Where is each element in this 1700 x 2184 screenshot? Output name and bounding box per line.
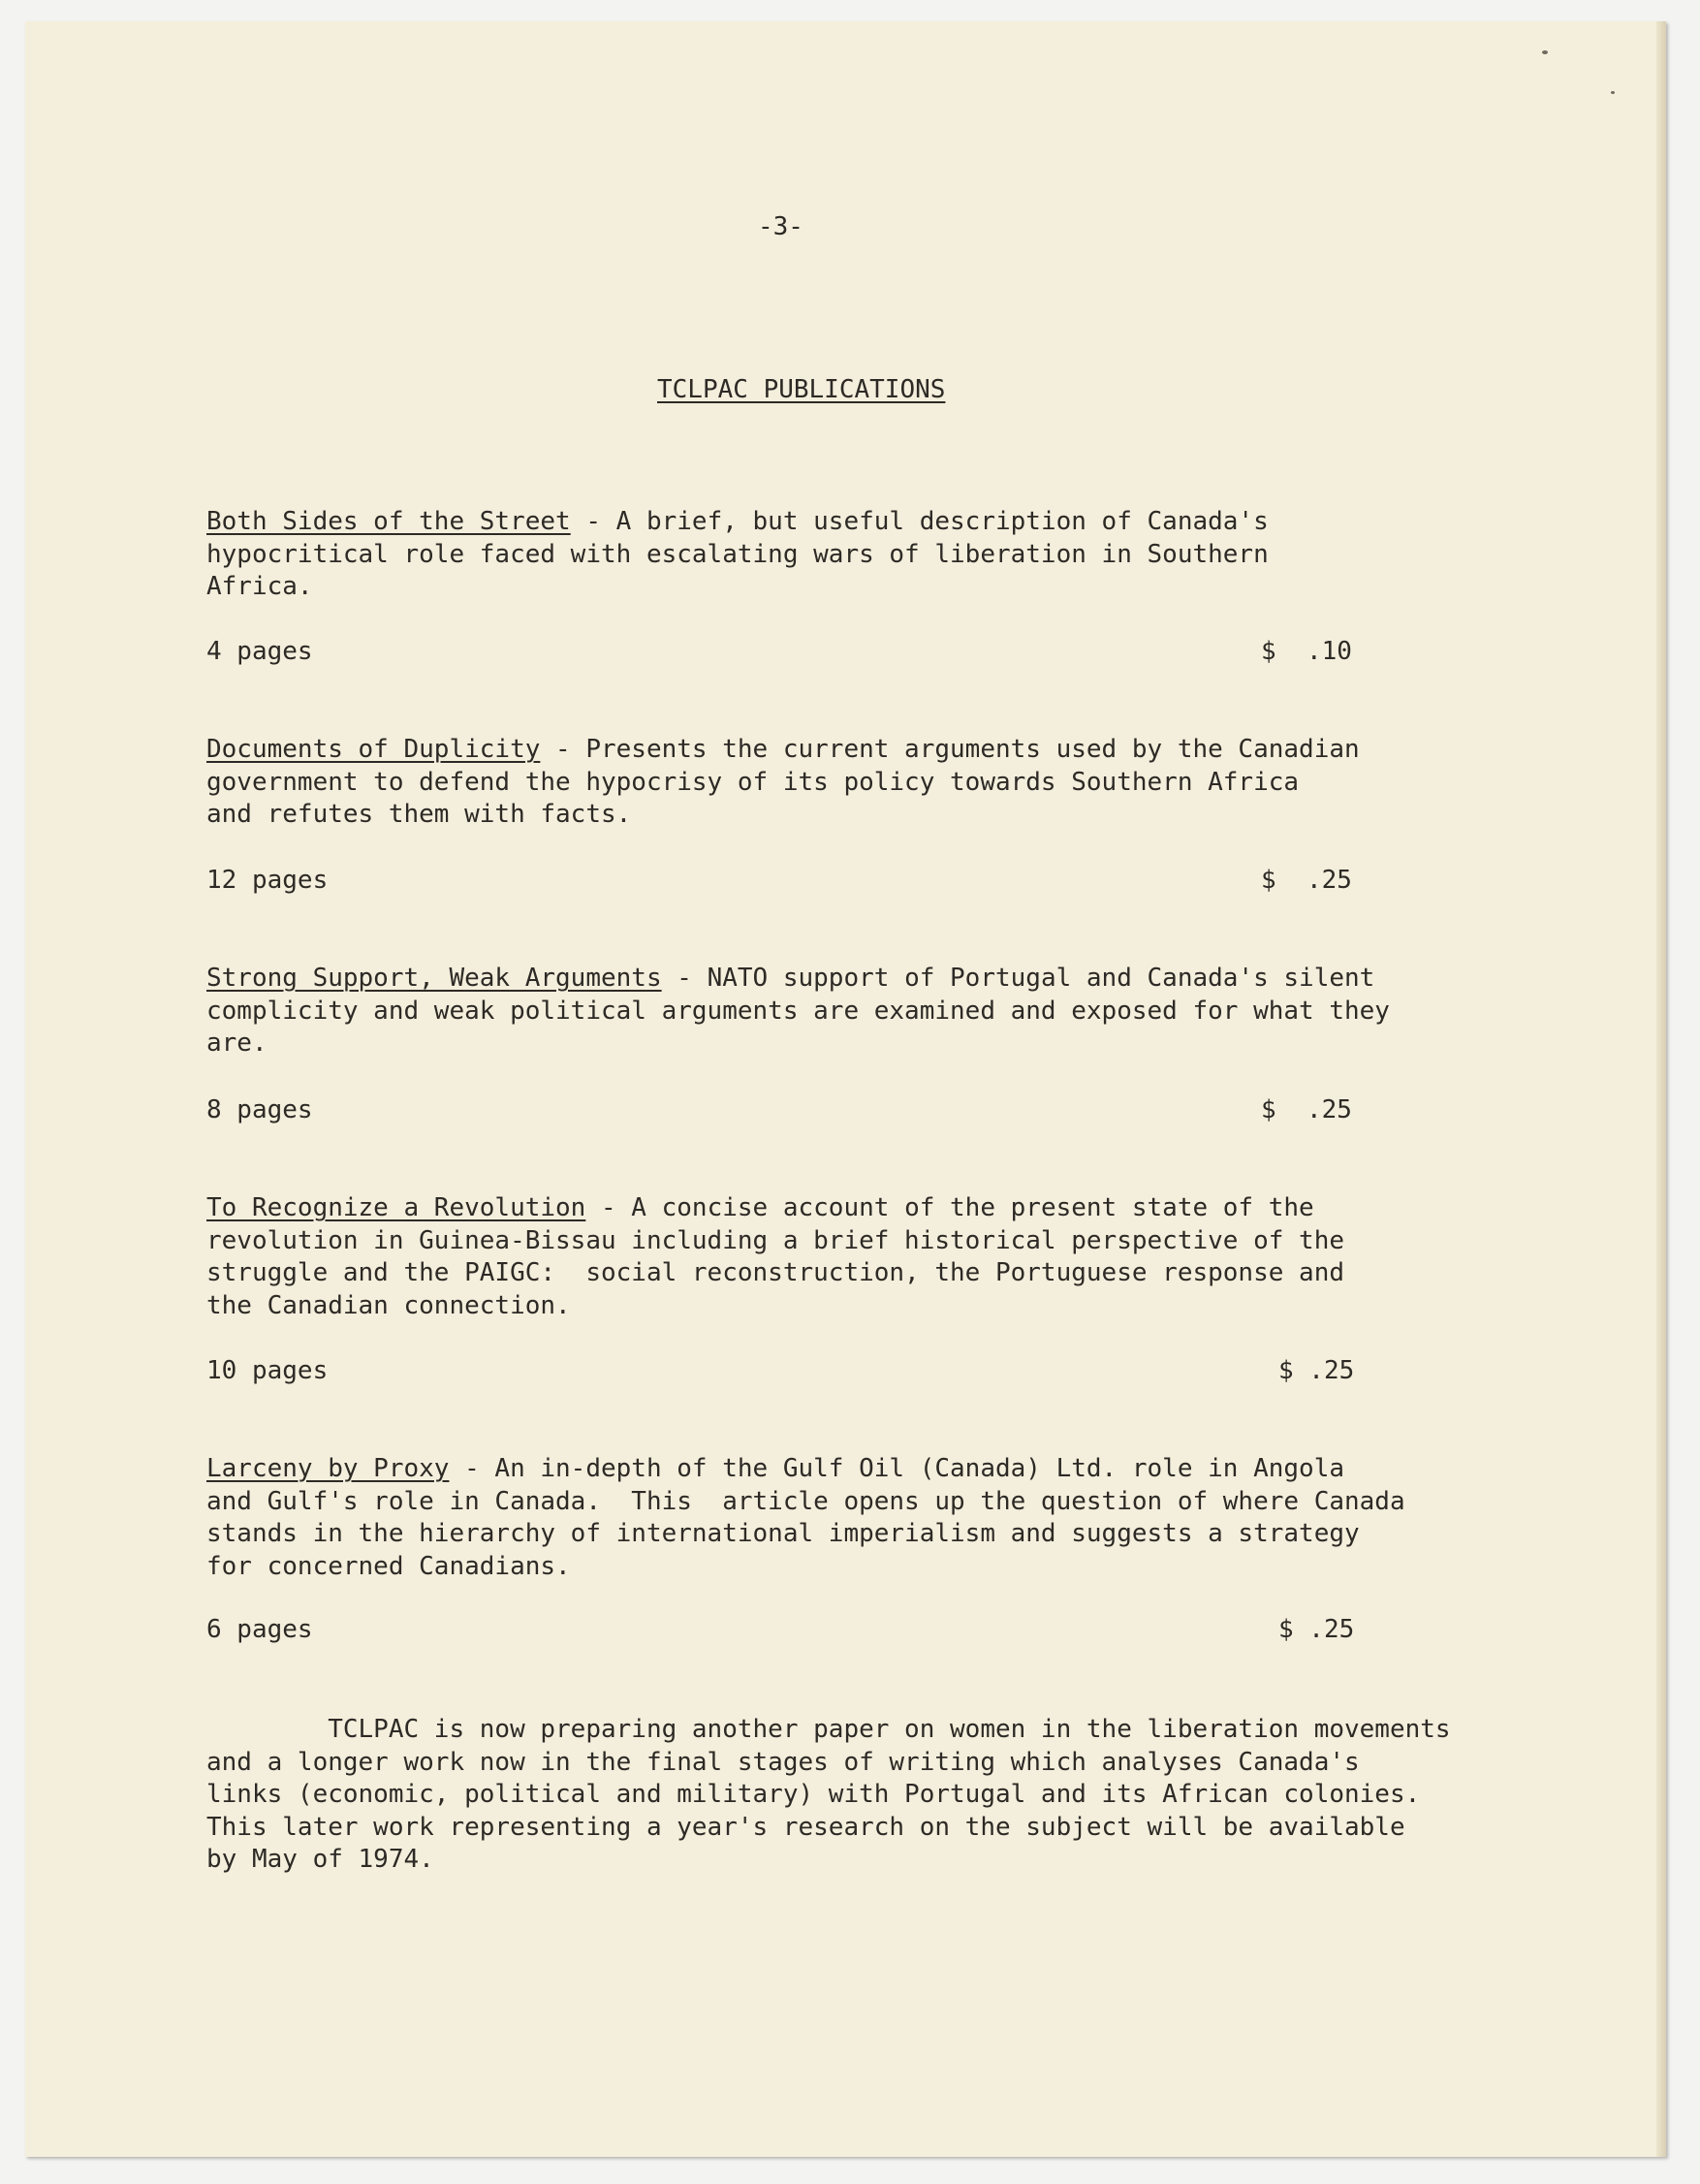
publication-summary: - NATO support of Portugal and Canada's silent [661,964,1375,993]
price: $ .10 [1261,637,1352,666]
publication-meta [206,1355,1369,1388]
publication-entry [206,1192,1344,1322]
page-title: TCLPAC PUBLICATIONS [657,375,946,404]
page-count: 12 pages [206,866,329,895]
publication-meta [206,1614,1369,1647]
price: $ .25 [1261,1095,1352,1124]
page-count: 8 pages [206,1095,313,1124]
closing-paragraph: TCLPAC is now preparing another paper on women in the liberation movements and a longer work now in the final stages of writing which analyses Canada's links (economic, political and military) with Portugal and its African colonies. This later work representing a year's research on the subject will be available by May of 1974. [206,1715,1451,1874]
publication-entry [206,506,1269,604]
publication-entry [206,734,1360,832]
page-number: -3- [758,212,803,241]
publication-meta [206,865,1369,898]
page-count: 6 pages [206,1615,313,1644]
publication-summary: - A brief, but useful description of Canada's [570,507,1269,536]
price: $ .25 [1261,866,1352,895]
price: $ .25 [1278,1356,1355,1385]
publication-summary-cont: complicity and weak political arguments are examined and exposed for what they are. [206,996,1390,1058]
publication-description [206,1192,1344,1225]
paper-blemish [1611,91,1615,94]
publication-entry [206,963,1390,1060]
publication-title: Strong Support, Weak Arguments [206,964,662,993]
publication-title: Documents of Duplicity [206,735,541,764]
publication-title: To Recognize a Revolution [206,1193,586,1222]
publication-summary-cont: government to defend the hypocrisy of its policy towards Southern Africa and refutes them with facts. [206,767,1300,829]
publication-description [206,963,1390,996]
publication-title: Larceny by Proxy [206,1454,450,1483]
publication-entry [206,1453,1405,1583]
publication-description [206,506,1269,539]
publication-description [206,734,1360,767]
page-count: 4 pages [206,637,313,666]
publication-meta [206,1094,1369,1127]
price: $ .25 [1278,1615,1355,1644]
publication-summary: - A concise account of the present state of the [585,1193,1314,1222]
publication-summary-cont: hypocritical role faced with escalating wars of liberation in Southern Africa. [206,539,1269,601]
publication-title: Both Sides of the Street [206,507,571,536]
publication-summary-cont: and Gulf's role in Canada. This article opens up the question of where Canada stands in the hierarchy of international imperialism and suggests a strategy for concerned Canadians. [206,1486,1405,1581]
page-count: 10 pages [206,1356,329,1385]
publication-summary: - Presents the current arguments used by the Canadian [540,735,1360,764]
publication-meta [206,636,1369,669]
publication-summary-cont: revolution in Guinea-Bissau including a brief historical perspective of the struggle and the PAIGC: social reconstruction, the Portuguese response and the Canadian connection. [206,1225,1344,1320]
publication-summary: - An in-depth of the Gulf Oil (Canada) Ltd. role in Angola [449,1454,1344,1483]
publication-description [206,1453,1405,1486]
paper-blemish [1542,50,1548,54]
